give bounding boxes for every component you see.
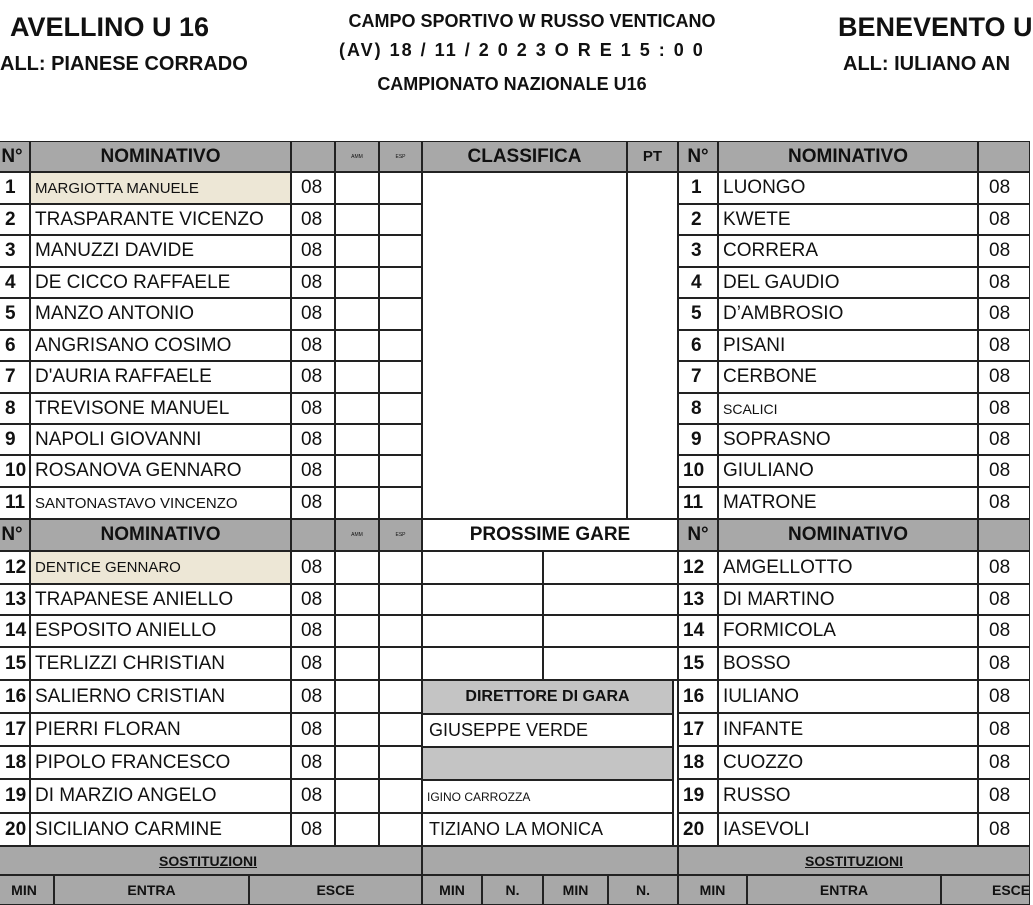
away-player-code: 08 <box>978 330 1030 361</box>
referee-spacer <box>422 747 673 780</box>
home-player-red-card <box>379 713 422 746</box>
prossime-gare-home <box>422 584 543 615</box>
home-player-red-card <box>379 393 422 424</box>
away-substitutions-header: SOSTITUZIONI <box>678 846 1030 875</box>
home-sub-entra-header: ENTRA <box>54 875 249 905</box>
home-player-name: NAPOLI GIOVANNI <box>30 424 291 455</box>
center-divider <box>673 680 678 846</box>
away-player-code: 08 <box>978 713 1030 746</box>
home-player-yellow-card <box>335 361 379 393</box>
away-team-name: BENEVENTO U <box>838 12 1033 42</box>
away-player-code: 08 <box>978 361 1030 393</box>
home-player-number: 4 <box>0 267 30 298</box>
away-player-number: 18 <box>678 746 718 779</box>
home-player-number: 12 <box>0 551 30 584</box>
home-player-yellow-card <box>335 813 379 846</box>
home-player-code: 08 <box>291 551 335 584</box>
home-player-name: TRAPANESE ANIELLO <box>30 584 291 615</box>
away-player-code: 08 <box>978 393 1030 424</box>
home-player-number: 6 <box>0 330 30 361</box>
away-player-number: 11 <box>678 487 718 519</box>
away-player-name: D’AMBROSIO <box>718 298 978 330</box>
home-player-number: 19 <box>0 779 30 813</box>
away-player-name: DI MARTINO <box>718 584 978 615</box>
away-player-name: CERBONE <box>718 361 978 393</box>
prossime-gare-away <box>543 615 678 647</box>
away-player-number: 16 <box>678 680 718 713</box>
prossime-gare-away <box>543 551 678 584</box>
home-player-code: 08 <box>291 813 335 846</box>
home-player-number: 9 <box>0 424 30 455</box>
home-player-name: SICILIANO CARMINE <box>30 813 291 846</box>
away-player-name: SCALICI <box>718 393 978 424</box>
home-player-number: 16 <box>0 680 30 713</box>
center-min-header: MIN <box>543 875 608 905</box>
away-player-code: 08 <box>978 551 1030 584</box>
home-player-red-card <box>379 487 422 519</box>
home-player-code: 08 <box>291 487 335 519</box>
away-player-code: 08 <box>978 455 1030 487</box>
match-datetime: (AV) 18 / 11 / 2 0 2 3 O R E 1 5 : 0 0 <box>339 40 705 60</box>
home-player-name: MANUZZI DAVIDE <box>30 235 291 267</box>
championship-name: CAMPIONATO NAZIONALE U16 <box>377 74 647 94</box>
away-num-header: N° <box>678 519 718 551</box>
assistant-referee-1: IGINO CARROZZA <box>422 780 673 813</box>
home-player-yellow-card <box>335 551 379 584</box>
home-player-yellow-card <box>335 330 379 361</box>
away-coach: ALL: IULIANO AN <box>843 53 1011 75</box>
center-n-header: N. <box>608 875 678 905</box>
home-num-header: N° <box>0 141 30 172</box>
away-player-number: 3 <box>678 235 718 267</box>
home-player-code: 08 <box>291 330 335 361</box>
home-player-yellow-card <box>335 393 379 424</box>
home-player-name: MARGIOTTA MANUELE <box>30 172 291 204</box>
away-num-header: N° <box>678 141 718 172</box>
home-player-code: 08 <box>291 172 335 204</box>
away-player-code: 08 <box>978 647 1030 680</box>
away-player-code: 08 <box>978 424 1030 455</box>
center-substitutions-header <box>422 846 678 875</box>
home-player-name: DI MARZIO ANGELO <box>30 779 291 813</box>
home-player-yellow-card <box>335 713 379 746</box>
home-player-code: 08 <box>291 393 335 424</box>
home-player-code: 08 <box>291 235 335 267</box>
home-player-yellow-card <box>335 647 379 680</box>
home-player-code: 08 <box>291 204 335 235</box>
match-venue: CAMPO SPORTIVO W RUSSO VENTICANO <box>348 11 716 31</box>
away-player-code: 08 <box>978 813 1030 846</box>
home-substitutions-header: SOSTITUZIONI <box>0 846 422 875</box>
away-name-header: NOMINATIVO <box>718 141 978 172</box>
home-player-number: 14 <box>0 615 30 647</box>
home-player-name: SANTONASTAVO VINCENZO <box>30 487 291 519</box>
home-player-number: 5 <box>0 298 30 330</box>
prossime-gare-home <box>422 615 543 647</box>
away-player-name: CORRERA <box>718 235 978 267</box>
center-n-header: N. <box>482 875 543 905</box>
home-player-red-card <box>379 424 422 455</box>
away-player-name: BOSSO <box>718 647 978 680</box>
away-player-name: IASEVOLI <box>718 813 978 846</box>
home-sub-min-header: MIN <box>0 875 54 905</box>
referee-name: GIUSEPPE VERDE <box>422 714 673 747</box>
classifica-header: CLASSIFICA <box>422 141 627 172</box>
home-player-number: 20 <box>0 813 30 846</box>
home-player-number: 13 <box>0 584 30 615</box>
home-player-number: 3 <box>0 235 30 267</box>
home-code-header <box>291 141 335 172</box>
away-player-number: 13 <box>678 584 718 615</box>
home-player-yellow-card <box>335 235 379 267</box>
away-player-name: INFANTE <box>718 713 978 746</box>
home-player-yellow-card <box>335 267 379 298</box>
home-player-red-card <box>379 813 422 846</box>
assistant-referee-2: TIZIANO LA MONICA <box>422 813 673 846</box>
home-player-number: 18 <box>0 746 30 779</box>
away-sub-esce-header: ESCE <box>941 875 1030 905</box>
home-player-name: TREVISONE MANUEL <box>30 393 291 424</box>
away-player-number: 15 <box>678 647 718 680</box>
home-player-number: 7 <box>0 361 30 393</box>
home-player-red-card <box>379 647 422 680</box>
home-player-number: 11 <box>0 487 30 519</box>
home-player-code: 08 <box>291 713 335 746</box>
home-player-red-card <box>379 746 422 779</box>
home-sub-esce-header: ESCE <box>249 875 422 905</box>
home-esp-header: ESP <box>379 519 422 551</box>
away-player-name: MATRONE <box>718 487 978 519</box>
away-code-header <box>978 519 1030 551</box>
prossime-gare-header: PROSSIME GARE <box>422 519 678 551</box>
away-player-number: 5 <box>678 298 718 330</box>
away-player-name: LUONGO <box>718 172 978 204</box>
away-player-code: 08 <box>978 746 1030 779</box>
home-amm-header: AMM <box>335 141 379 172</box>
away-player-number: 2 <box>678 204 718 235</box>
away-player-number: 7 <box>678 361 718 393</box>
away-player-number: 10 <box>678 455 718 487</box>
home-player-name: PIERRI FLORAN <box>30 713 291 746</box>
home-player-red-card <box>379 204 422 235</box>
away-player-name: RUSSO <box>718 779 978 813</box>
home-player-red-card <box>379 455 422 487</box>
home-player-yellow-card <box>335 172 379 204</box>
home-name-header: NOMINATIVO <box>30 141 291 172</box>
center-min-header: MIN <box>422 875 482 905</box>
home-player-red-card <box>379 172 422 204</box>
home-player-number: 15 <box>0 647 30 680</box>
home-player-code: 08 <box>291 361 335 393</box>
away-sub-entra-header: ENTRA <box>747 875 941 905</box>
home-player-code: 08 <box>291 615 335 647</box>
away-player-code: 08 <box>978 267 1030 298</box>
home-player-number: 8 <box>0 393 30 424</box>
home-player-red-card <box>379 551 422 584</box>
home-name-header: NOMINATIVO <box>30 519 291 551</box>
away-player-name: FORMICOLA <box>718 615 978 647</box>
away-player-number: 8 <box>678 393 718 424</box>
home-player-red-card <box>379 680 422 713</box>
away-player-number: 20 <box>678 813 718 846</box>
home-player-number: 10 <box>0 455 30 487</box>
away-player-code: 08 <box>978 235 1030 267</box>
away-player-code: 08 <box>978 298 1030 330</box>
prossime-gare-home <box>422 551 543 584</box>
home-player-name: MANZO ANTONIO <box>30 298 291 330</box>
home-player-red-card <box>379 330 422 361</box>
away-player-name: PISANI <box>718 330 978 361</box>
prossime-gare-away <box>543 584 678 615</box>
home-player-name: ROSANOVA GENNARO <box>30 455 291 487</box>
away-player-number: 19 <box>678 779 718 813</box>
home-player-red-card <box>379 779 422 813</box>
away-player-code: 08 <box>978 615 1030 647</box>
home-player-code: 08 <box>291 424 335 455</box>
home-player-name: PIPOLO FRANCESCO <box>30 746 291 779</box>
home-player-code: 08 <box>291 584 335 615</box>
home-player-red-card <box>379 615 422 647</box>
away-player-code: 08 <box>978 487 1030 519</box>
home-player-yellow-card <box>335 746 379 779</box>
home-player-red-card <box>379 267 422 298</box>
away-player-number: 12 <box>678 551 718 584</box>
home-num-header: N° <box>0 519 30 551</box>
home-player-code: 08 <box>291 746 335 779</box>
home-code-header <box>291 519 335 551</box>
away-player-number: 4 <box>678 267 718 298</box>
home-player-number: 1 <box>0 172 30 204</box>
classifica-points <box>627 172 678 519</box>
home-amm-header: AMM <box>335 519 379 551</box>
away-player-name: DEL GAUDIO <box>718 267 978 298</box>
home-player-name: TERLIZZI CHRISTIAN <box>30 647 291 680</box>
away-player-number: 6 <box>678 330 718 361</box>
away-player-number: 17 <box>678 713 718 746</box>
home-player-name: TRASPARANTE VICENZO <box>30 204 291 235</box>
home-player-name: DE CICCO RAFFAELE <box>30 267 291 298</box>
home-player-red-card <box>379 298 422 330</box>
home-esp-header: ESP <box>379 141 422 172</box>
away-player-code: 08 <box>978 779 1030 813</box>
away-player-number: 9 <box>678 424 718 455</box>
home-player-yellow-card <box>335 779 379 813</box>
away-sub-min-header: MIN <box>678 875 747 905</box>
away-name-header: NOMINATIVO <box>718 519 978 551</box>
away-player-number: 14 <box>678 615 718 647</box>
home-player-yellow-card <box>335 680 379 713</box>
home-team-name: AVELLINO U 16 <box>10 12 210 42</box>
away-player-name: GIULIANO <box>718 455 978 487</box>
home-player-red-card <box>379 235 422 267</box>
home-player-yellow-card <box>335 584 379 615</box>
home-player-name: ANGRISANO COSIMO <box>30 330 291 361</box>
away-player-code: 08 <box>978 172 1030 204</box>
away-player-code: 08 <box>978 680 1030 713</box>
home-player-name: ESPOSITO ANIELLO <box>30 615 291 647</box>
away-player-code: 08 <box>978 204 1030 235</box>
home-player-yellow-card <box>335 455 379 487</box>
home-player-code: 08 <box>291 298 335 330</box>
home-player-code: 08 <box>291 267 335 298</box>
away-player-number: 1 <box>678 172 718 204</box>
home-player-code: 08 <box>291 779 335 813</box>
away-player-code: 08 <box>978 584 1030 615</box>
home-player-red-card <box>379 584 422 615</box>
home-player-red-card <box>379 361 422 393</box>
home-player-number: 2 <box>0 204 30 235</box>
away-player-name: CUOZZO <box>718 746 978 779</box>
away-player-name: KWETE <box>718 204 978 235</box>
home-player-code: 08 <box>291 680 335 713</box>
home-player-yellow-card <box>335 424 379 455</box>
away-player-name: AMGELLOTTO <box>718 551 978 584</box>
away-player-name: SOPRASNO <box>718 424 978 455</box>
away-code-header <box>978 141 1030 172</box>
home-player-name: D'AURIA RAFFAELE <box>30 361 291 393</box>
home-player-yellow-card <box>335 298 379 330</box>
classifica-table <box>422 172 627 519</box>
pt-header: PT <box>627 141 678 172</box>
prossime-gare-home <box>422 647 543 680</box>
prossime-gare-away <box>543 647 678 680</box>
home-player-yellow-card <box>335 204 379 235</box>
home-player-number: 17 <box>0 713 30 746</box>
home-player-yellow-card <box>335 615 379 647</box>
home-coach: ALL: PIANESE CORRADO <box>0 53 248 75</box>
home-player-yellow-card <box>335 487 379 519</box>
away-player-name: IULIANO <box>718 680 978 713</box>
home-player-code: 08 <box>291 455 335 487</box>
home-player-code: 08 <box>291 647 335 680</box>
referee-header: DIRETTORE DI GARA <box>422 680 673 714</box>
home-player-name: SALIERNO CRISTIAN <box>30 680 291 713</box>
home-player-name: DENTICE GENNARO <box>30 551 291 584</box>
